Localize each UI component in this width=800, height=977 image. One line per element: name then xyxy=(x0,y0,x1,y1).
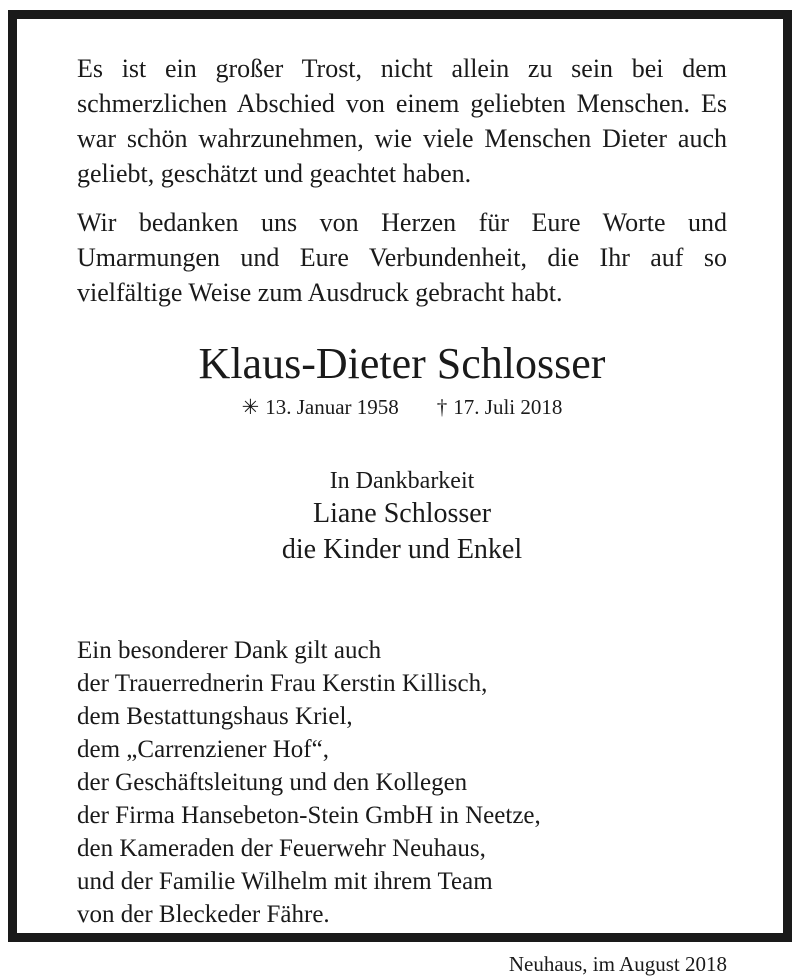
death-date-text: 17. Juli 2018 xyxy=(453,395,563,419)
thanks-line: dem „Carrenziener Hof“, xyxy=(77,736,329,763)
thanks-line: der Geschäftsleitung und den Kollegen xyxy=(77,769,468,796)
notice-content xyxy=(77,51,727,977)
gratitude-intro: In Dankbarkeit xyxy=(329,468,475,494)
death-date xyxy=(437,394,563,420)
thanks-line: der Firma Hansebeton-Stein GmbH in Neetze, xyxy=(77,802,541,829)
intro-paragraph-1: Es ist ein großer Trost, nicht allein zu sein bei dem schmerzlichen Abschied von einem geliebten Menschen. Es war schön wahrzunehmen, wie viele Menschen Dieter auch geliebt, geschätzt und geachtet haben. xyxy=(77,54,727,188)
thanks-line: den Kameraden der Feuerwehr Neuhaus, xyxy=(77,835,486,862)
birth-date xyxy=(242,394,399,420)
birth-star-icon: ✳ xyxy=(241,395,260,419)
intro-paragraph-2: Wir bedanken uns von Herzen für Eure Worte und Umarmungen und Eure Verbundenheit, die Ihr auf so vielfältige Weise zum Ausdruck gebracht habt. xyxy=(77,208,727,307)
signer-widow: Liane Schlosser xyxy=(312,498,492,529)
birth-date-text: 13. Januar 1958 xyxy=(265,395,399,419)
death-cross-icon: † xyxy=(436,395,448,419)
special-thanks-list xyxy=(77,634,727,931)
thanks-line: dem Bestattungshaus Kriel, xyxy=(77,703,353,730)
place-and-date: Neuhaus, im August 2018 xyxy=(508,952,727,976)
notice-border xyxy=(8,10,792,976)
thanks-line: der Trauerrednerin Frau Kerstin Killisch, xyxy=(77,670,488,697)
signer-family: die Kinder und Enkel xyxy=(281,534,523,565)
thanks-line: Ein besonderer Dank gilt auch xyxy=(77,637,382,664)
thanks-line: von der Bleckeder Fähre. xyxy=(77,901,330,928)
deceased-name: Klaus-Dieter Schlosser xyxy=(198,339,606,388)
life-dates xyxy=(77,394,727,420)
thanks-line: und der Familie Wilhelm mit ihrem Team xyxy=(77,868,493,895)
